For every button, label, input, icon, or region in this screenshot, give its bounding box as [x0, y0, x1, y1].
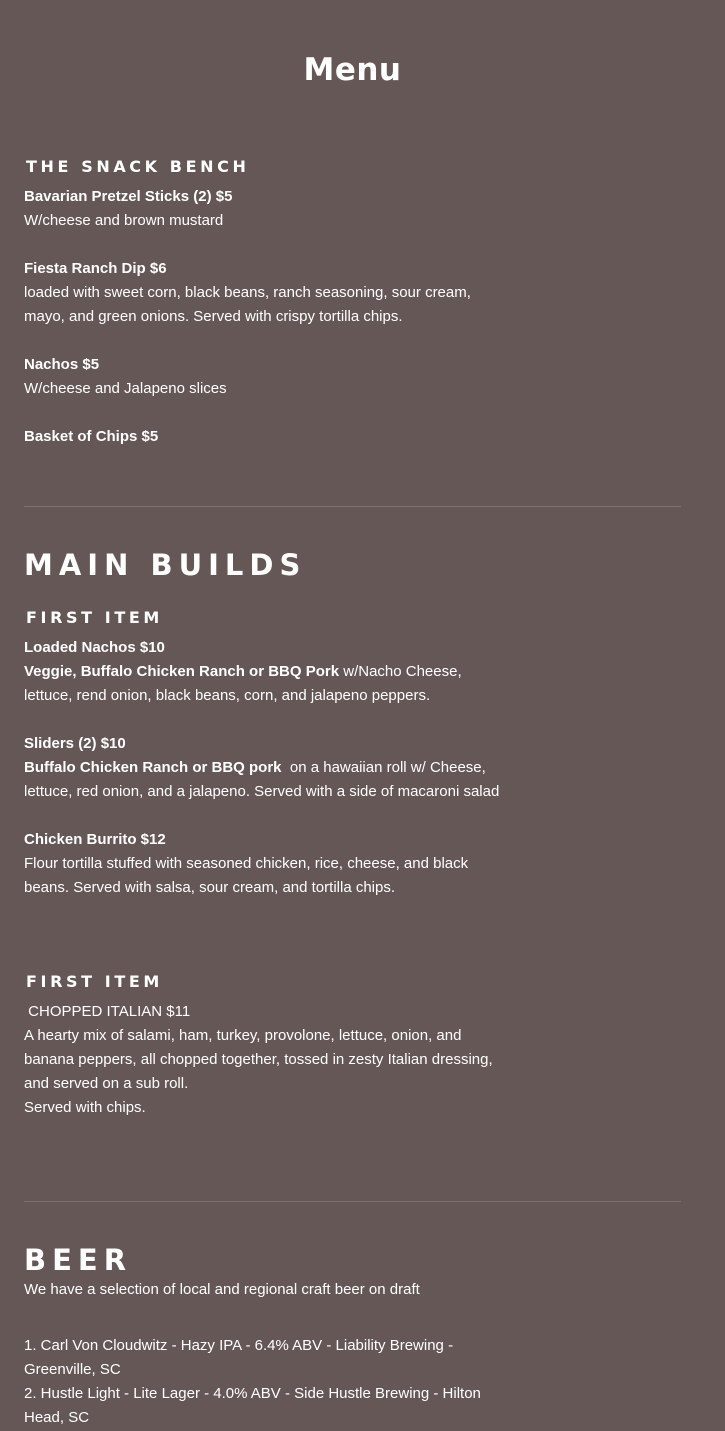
menu-item-description: W/cheese and brown mustard	[24, 212, 224, 229]
menu-item-description: loaded with sweet corn, black beans, ranch seasoning, sour cream, mayo, and green onions. Served with crispy tortilla chips.	[24, 284, 471, 325]
list-item: 2. Hustle Light - Lite Lager - 4.0% ABV - Side Hustle Brewing - Hilton Head, SC	[24, 1385, 481, 1426]
menu-item-name: Basket of Chips $5	[24, 428, 159, 445]
group-heading: FIRST ITEM	[26, 608, 163, 627]
section-divider	[24, 506, 681, 507]
menu-item-name: Bavarian Pretzel Sticks (2) $5	[24, 188, 233, 205]
menu-item-name: CHOPPED ITALIAN $11	[24, 1003, 191, 1020]
menu-item-description	[24, 756, 514, 804]
menu-item-description: Flour tortilla stuffed with seasoned chicken, rice, cheese, and black beans. Served with salsa, sour cream, and tortilla chips.	[24, 855, 469, 896]
main-builds-group-1	[24, 606, 514, 900]
main-builds-heading: MAIN BUILDS	[24, 548, 307, 582]
list-item: 1. Carl Von Cloudwitz - Hazy IPA - 6.4% ABV - Liability Brewing - Greenville, SC	[24, 1337, 454, 1378]
menu-item-name: Loaded Nachos $10	[24, 639, 165, 656]
menu-item-details: on a hawaiian roll w/ Cheese, lettuce, red onion, and a jalapeno. Served with a side of macaroni salad	[24, 759, 500, 800]
menu-item-options: Buffalo Chicken Ranch or BBQ pork	[24, 759, 282, 776]
menu-item-description	[24, 660, 514, 708]
menu-item	[24, 636, 514, 708]
menu-item-name: Fiesta Ranch Dip $6	[24, 260, 167, 277]
menu-item	[24, 425, 514, 449]
menu-item	[24, 828, 514, 900]
menu-item-details: w/Nacho Cheese, lettuce, rend onion, black beans, corn, and jalapeno peppers.	[24, 663, 462, 704]
beer-heading: BEER	[24, 1243, 133, 1277]
main-builds-section	[24, 547, 514, 583]
menu-item	[24, 1000, 514, 1120]
menu-item-description: W/cheese and Jalapeno slices	[24, 380, 227, 397]
menu-item-name: Nachos $5	[24, 356, 100, 373]
page-title: Menu	[303, 52, 402, 88]
section-divider	[24, 1201, 681, 1202]
menu-item-name: Chicken Burrito $12	[24, 831, 166, 848]
menu-item-name: Sliders (2) $10	[24, 735, 126, 752]
snack-bench-heading: THE SNACK BENCH	[26, 157, 250, 176]
beer-list	[24, 1334, 514, 1430]
beer-intro: We have a selection of local and regional craft beer on draft	[24, 1281, 420, 1298]
menu-item-options: Veggie, Buffalo Chicken Ranch or BBQ Pork	[24, 663, 340, 680]
menu-item	[24, 353, 514, 401]
menu-item	[24, 257, 514, 329]
main-builds-group-2	[24, 970, 514, 1120]
menu-item-description: A hearty mix of salami, ham, turkey, provolone, lettuce, onion, and banana peppers, all chopped together, tossed in zesty Italian dressing, and served on a sub roll.	[24, 1027, 493, 1092]
group-heading: FIRST ITEM	[26, 972, 163, 991]
menu-item	[24, 185, 514, 233]
snack-bench-section	[24, 155, 514, 449]
beer-section	[24, 1242, 514, 1430]
menu-item-extra: Served with chips.	[24, 1099, 146, 1116]
menu-item	[24, 732, 514, 804]
